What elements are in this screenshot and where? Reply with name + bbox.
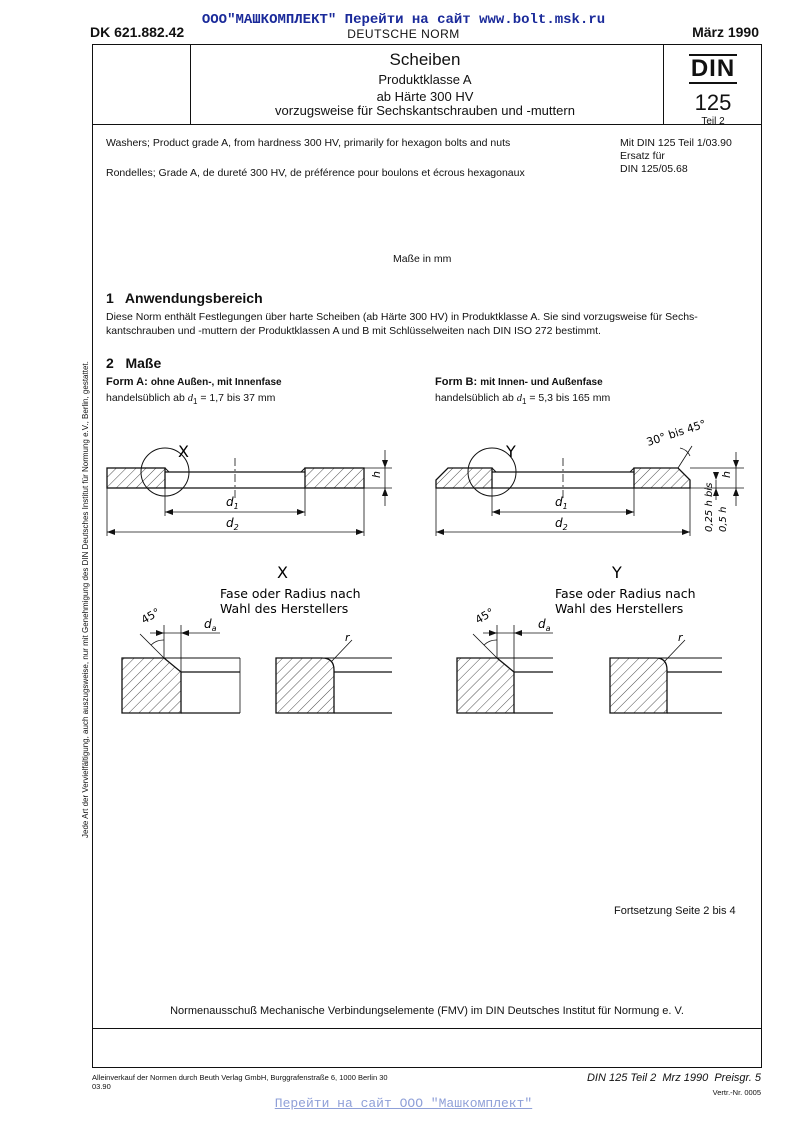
detail-x-radius: r <box>345 631 350 644</box>
form-b-label: Form B: <box>435 376 478 388</box>
form-b-angle-label: 30° bis 45° <box>644 417 708 449</box>
copyright-side-note: Jede Art der Vervielfältigung, auch auszugsweise, nur mit Genehmigung des DIN Deutsches Institut für Normung e.V., Berlin, gestattet. <box>81 361 90 838</box>
title-line-2: Produktklasse A <box>378 72 472 87</box>
replaces-line-1: Mit DIN 125 Teil 1/03.90 <box>620 137 732 149</box>
detail-y-da: $d_a$ <box>538 617 551 633</box>
bottom-watermark-link[interactable]: Перейти на сайт ООО "Машкомплект" <box>274 1096 533 1111</box>
form-a-d2-label: $d_2$ <box>226 516 239 532</box>
section-1-heading: 1 Anwendungsbereich <box>106 290 263 306</box>
detail-x-title: X <box>277 563 288 582</box>
replaces-line-3: DIN 125/05.68 <box>620 163 688 175</box>
section-2-heading: 2 Maße <box>106 355 162 371</box>
form-a-d1-label: $d_1$ <box>226 495 239 511</box>
issue-date: März 1990 <box>692 24 759 40</box>
detail-x-label: X <box>178 442 189 461</box>
form-a-label: Form A: <box>106 376 148 388</box>
title-line-3: ab Härte 300 HV <box>376 89 474 104</box>
form-b-drawing <box>436 417 744 536</box>
detail-x <box>122 563 392 713</box>
din-teil: Teil 2 <box>701 116 725 127</box>
units-note: Maße in mm <box>393 253 452 265</box>
form-b-section-right <box>634 468 690 488</box>
document-title: Scheiben <box>389 50 461 69</box>
footer-divider <box>92 1028 762 1029</box>
detail-x-note-1: Fase oder Radius nach <box>220 586 361 601</box>
form-a-d1: d <box>187 393 193 404</box>
footer-date-code: 03.90 <box>92 1082 111 1091</box>
continuation-note: Fortsetzung Seite 2 bis 4 <box>614 905 736 917</box>
footer-publisher: Alleinverkauf der Normen durch Beuth Verlag GmbH, Burggrafenstraße 6, 1000 Berlin 30 <box>92 1073 388 1082</box>
form-a-range-value: = 1,7 bis 37 mm <box>197 392 276 404</box>
form-b-h-label: h <box>720 471 733 478</box>
form-a-drawing <box>107 442 392 536</box>
form-a-section-right <box>305 468 364 488</box>
form-b-d1: d <box>516 393 522 404</box>
detail-y-title: Y <box>612 563 622 582</box>
footer-din-reference: DIN 125 Teil 2 Mrz 1990 Preisgr. 5 <box>586 1072 761 1084</box>
form-b-chamfer-label-2: 0,5 h <box>718 506 729 532</box>
form-b-section-left <box>436 468 492 488</box>
din-word: DIN <box>690 55 736 82</box>
form-a-h-label: h <box>370 471 383 478</box>
dk-number: DK 621.882.42 <box>90 24 185 40</box>
form-b-d1-label: $d_1$ <box>555 495 568 511</box>
detail-x-note-2: Wahl des Herstellers <box>220 601 349 616</box>
form-b-range-value: = 5,3 bis 165 mm <box>526 392 611 404</box>
form-a-range-prefix: handelsüblich ab <box>106 392 188 404</box>
deutsche-norm-label: DEUTSCHE NORM <box>347 27 460 41</box>
detail-y-angle: 45° <box>473 605 497 627</box>
form-a-section-left <box>107 468 165 488</box>
french-title: Rondelles; Grade A, de dureté 300 HV, de préférence pour boulons et écrous hexagonaux <box>106 167 525 179</box>
detail-y-radius: r <box>678 631 683 644</box>
form-b-range-prefix: handelsüblich ab <box>435 392 517 404</box>
title-line-4: vorzugsweise für Sechskantschrauben und -muttern <box>275 103 575 118</box>
english-title: Washers; Product grade A, from hardness 300 HV, primarily for hexagon bolts and nuts <box>106 137 511 149</box>
committee-line: Normenausschuß Mechanische Verbindungselemente (FMV) im DIN Deutsches Institut für Normung e. V. <box>170 1005 684 1017</box>
section-1-text-line-2: kantschrauben und -muttern der Produktklassen A und B mit Schlüsselweiten nach DIN ISO 272 bestimmt. <box>106 325 601 337</box>
form-b-d1-sub: 1 <box>521 397 527 407</box>
detail-y <box>457 563 722 713</box>
detail-x-angle: 45° <box>139 605 163 627</box>
detail-y-label: Y <box>506 442 516 461</box>
din-number: 125 <box>694 90 732 115</box>
form-b-description: mit Innen- und Außenfase <box>480 377 603 388</box>
form-b-chamfer-label-1: 0,25 h bis <box>704 482 715 532</box>
detail-y-note-2: Wahl des Herstellers <box>555 601 684 616</box>
form-a-description: ohne Außen-, mit Innenfase <box>150 377 282 388</box>
section-1-text-line-1: Diese Norm enthält Festlegungen über harte Scheiben (ab Härte 300 HV) in Produktklasse A. Sie sind vorzugsweise für Sechs- <box>106 311 698 323</box>
top-watermark-link[interactable]: ООО"МАШКОМПЛЕКТ" Перейти на сайт www.bolt.msk.ru <box>201 12 606 28</box>
form-b-d2-label: $d_2$ <box>555 516 568 532</box>
detail-y-note-1: Fase oder Radius nach <box>555 586 696 601</box>
form-a-d1-sub: 1 <box>192 397 198 407</box>
detail-x-da: $d_a$ <box>204 617 217 633</box>
replaces-line-2: Ersatz für <box>620 150 665 162</box>
footer-vertr-nr: Vertr.-Nr. 0005 <box>712 1088 761 1097</box>
